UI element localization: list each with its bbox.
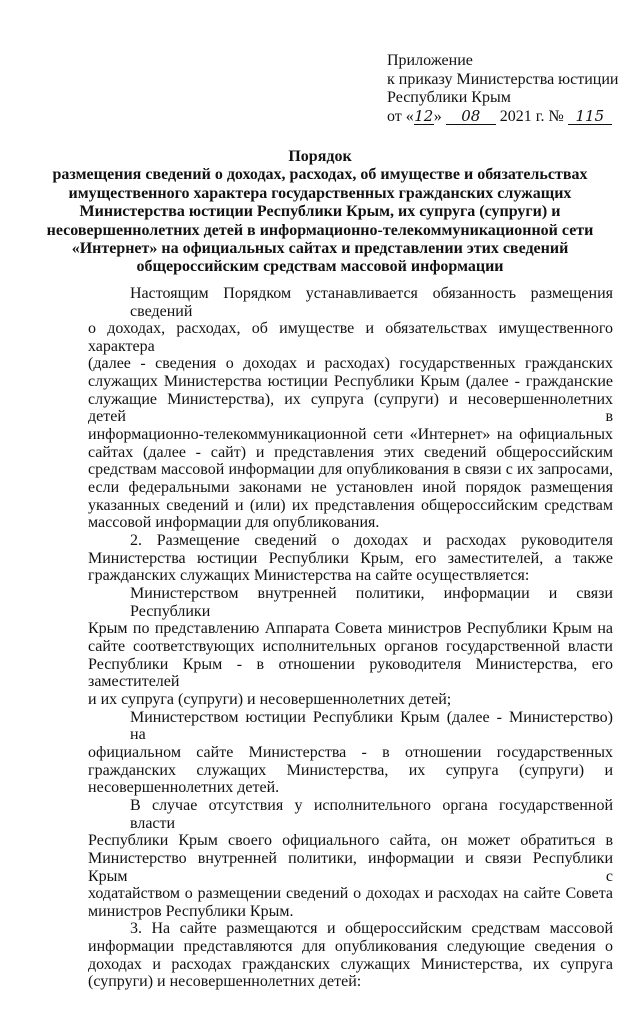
paragraph-line: 3. На сайте размещаются и общероссийским средствам массовой <box>130 920 613 938</box>
paragraph-line: гражданских служащих Министерства на сайте осуществляется: <box>88 567 530 585</box>
paragraph-line: (далее - сведения о доходах и расходах) государственных гражданских <box>88 355 613 373</box>
title-line: имущественного характера государственных гражданских служащих <box>68 184 572 202</box>
paragraph-line: средствам массовой информации для опубликования в связи с их запросами, <box>88 461 613 479</box>
paragraph-line: о доходах, расходах, об имуществе и обязательствах имущественного характера <box>88 320 613 355</box>
paragraph <box>88 532 613 585</box>
paragraph <box>88 709 613 797</box>
paragraph <box>88 585 613 709</box>
paragraph-line: Настоящим Порядком устанавливается обязанность размещения сведений <box>130 284 613 320</box>
document-body <box>88 285 613 991</box>
document-title <box>20 148 620 277</box>
title-line: Министерства юстиции Республики Крым, их супруга (супруги) и <box>79 203 561 221</box>
paragraph-line: и их супруга (супруги) и несовершеннолетних детей; <box>88 690 452 708</box>
paragraph-line: (супруги) и несовершеннолетних детей: <box>88 973 362 991</box>
paragraph-line: если федеральными законами не установлен иной порядок размещения <box>88 479 613 497</box>
appendix-header <box>387 52 618 126</box>
handwritten-month: 08 <box>446 108 496 125</box>
paragraph-line: Министерством внутренней политики, информации и связи Республики <box>130 585 613 620</box>
date-prefix: от « <box>387 107 414 125</box>
paragraph-line: В случае отсутствия у исполнительного органа государственной власти <box>130 796 613 832</box>
appendix-order-ref: к приказу Министерства юстиции <box>387 70 619 88</box>
paragraph-line: Министерства юстиции Республики Крым, его заместителей, а также <box>88 549 613 567</box>
date-year: 2021 г. № <box>499 107 564 125</box>
paragraph-line: сайте соответствующих исполнительных органов государственной власти <box>88 637 613 655</box>
paragraph-line: ходатайством о размещении сведений о доходах и расходах на сайте Совета <box>88 885 613 903</box>
paragraph-line: Республики Крым - в отношении руководителя Министерства, его заместителей <box>88 655 613 691</box>
paragraph-line: министров Республики Крым. <box>88 902 294 920</box>
paragraph-line: гражданских служащих Министерства, их супруга (супруги) и <box>88 761 613 779</box>
paragraph-line: несовершеннолетних детей. <box>88 779 280 797</box>
paragraph <box>88 285 613 532</box>
paragraph-line: служащих Министерства юстиции Республики Крым (далее - гражданские <box>88 373 613 391</box>
paragraph-line: Министерство внутренней политики, информации и связи Республики Крым с <box>88 849 613 885</box>
paragraph-line: сайтах (далее - сайт) и представления этих сведений общероссийским <box>88 443 613 461</box>
paragraph-line: Министерством юстиции Республики Крым (далее - Министерство) на <box>130 708 613 744</box>
paragraph-line: массовой информации для опубликования. <box>88 514 380 532</box>
title-line: общероссийским средствам массовой информации <box>136 258 504 276</box>
paragraph-line: служащие Министерства), их супруга (супруги) и несовершеннолетних детей в <box>88 390 613 426</box>
title-line: размещения сведений о доходах, расходах, об имуществе и обязательствах <box>52 166 588 184</box>
title-line: «Интернет» на официальных сайтах и представлении этих сведений <box>71 240 569 258</box>
paragraph-line: Крым по представлению Аппарата Совета министров Республики Крым на <box>88 620 613 638</box>
appendix-republic: Республики Крым <box>387 89 511 107</box>
paragraph-line: информационно-телекоммуникационной сети «Интернет» на официальных <box>88 426 613 444</box>
appendix-date-line <box>387 108 618 127</box>
paragraph <box>88 920 613 991</box>
paragraph-line: информации представляются для опубликования следующие сведения о <box>88 938 613 956</box>
title-heading: Порядок <box>288 148 352 165</box>
paragraph-line: указанных сведений и (или) их представления общероссийским средствам <box>88 496 613 514</box>
paragraph-line: доходах и расходах гражданских служащих Министерства, их супруга <box>88 955 613 973</box>
handwritten-day: 12 <box>414 106 434 125</box>
date-mid: » <box>433 107 442 125</box>
paragraph <box>88 797 613 921</box>
appendix-label: Приложение <box>387 52 473 69</box>
title-line: несовершеннолетних детей в информационно-телекоммуникационной сети <box>46 221 594 239</box>
handwritten-number: 115 <box>568 108 612 125</box>
paragraph-line: 2. Размещение сведений о доходах и расходах руководителя <box>130 532 613 550</box>
paragraph-line: Республики Крым своего официального сайта, он может обратиться в <box>88 832 613 850</box>
paragraph-line: официальном сайте Министерства - в отношении государственных <box>88 743 613 761</box>
